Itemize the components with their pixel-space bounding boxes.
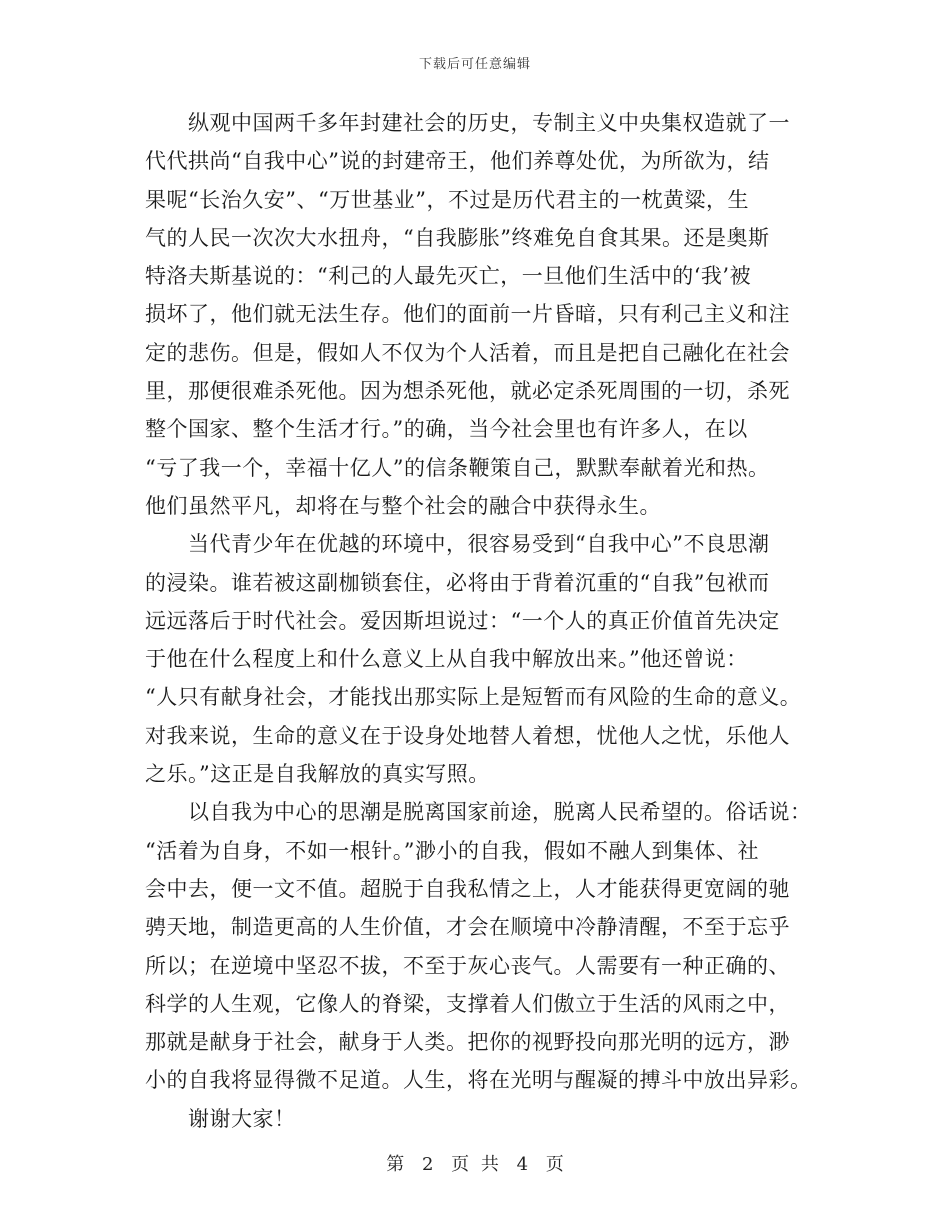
page-header-note: 下载后可任意编辑 — [418, 57, 531, 72]
paragraph-1-line-4: 气的人民一次次大水扭舟，“自我膨胀”终难免自食其果。还是奥斯 — [145, 225, 770, 250]
page-suffix: 页 — [545, 1154, 564, 1175]
paragraph-2-line-1: 当代青少年在优越的环境中，很容易受到“自我中心”不良思潮 — [188, 532, 770, 557]
paragraph-3-line-3: 会中去，便一文不值。超脱于自我私情之上，人才能获得更宽阔的驰 — [145, 876, 790, 901]
page-number-footer — [0, 1150, 950, 1176]
page-current: 2 — [421, 1154, 434, 1175]
page-mid: 页 共 — [451, 1154, 499, 1175]
paragraph-3-line-7: 那就是献身于社会，献身于人类。把你的视野投向那光明的远方，渺 — [145, 1030, 790, 1055]
paragraph-1-line-3: 果呢“长治久安”、“万世基业”，不过是历代君主的一枕黄粱，生 — [145, 187, 749, 212]
paragraph-3-line-6: 科学的人生观，它像人的脊梁，支撑着人们傲立于生活的风雨之中， — [145, 991, 790, 1016]
paragraph-1-line-2: 代代拱尚“自我中心”说的封建帝王，他们养尊处优，为所欲为，结 — [145, 149, 770, 174]
paragraph-3-line-5: 所以；在逆境中坚忍不拔，不至于灰心丧气。人需要有一种正确的、 — [145, 953, 790, 978]
paragraph-2-line-2: 的浸染。谁若被这副枷锁套住，必将由于背着沉重的“自我”包袱而 — [145, 570, 770, 595]
paragraph-3-line-8: 小的自我将显得微不足道。人生，将在光明与醒凝的搏斗中放出异彩。 — [145, 1068, 812, 1093]
paragraph-3-line-2: “活着为自身，不如一根针。”渺小的自我，假如不融人到集体、社 — [145, 838, 759, 863]
closing-line: 谢谢大家！ — [188, 1106, 296, 1131]
paragraph-1-line-6: 损坏了，他们就无法生存。他们的面前一片昏暗，只有利己主义和注 — [145, 302, 790, 327]
paragraph-1-line-8: 里，那便很难杀死他。因为想杀死他，就必定杀死周围的一切，杀死 — [145, 379, 790, 404]
paragraph-1-line-1: 纵观中国两千多年封建社会的历史，专制主义中央集权造就了一 — [188, 111, 790, 135]
paragraph-2-line-5: “人只有献身社会，才能找出那实际上是短暂而有风险的生命的意义。 — [145, 685, 802, 710]
paragraph-2-line-7: 之乐。”这正是自我解放的真实写照。 — [145, 762, 490, 787]
document-body — [145, 104, 813, 1138]
paragraph-2-line-3: 远远落后于时代社会。爱因斯坦说过：“一个人的真正价值首先决定 — [145, 608, 780, 633]
paragraph-1-line-10: “亏了我一个，幸福十亿人”的信条鞭策自己，默默奉献着光和热。 — [145, 455, 770, 480]
paragraph-1-line-5: 特洛夫斯基说的：“利己的人最先灭亡，一旦他们生活中的‘我’被 — [145, 264, 752, 289]
paragraph-2-line-4: 于他在什么程度上和什么意义上从自我中解放出来。”他还曾说： — [145, 647, 748, 672]
paragraph-1-line-11: 他们虽然平凡，却将在与整个社会的融合中获得永生。 — [145, 493, 661, 518]
page-total: 4 — [516, 1154, 529, 1175]
page-prefix: 第 — [386, 1154, 405, 1175]
paragraph-3-line-4: 骋天地，制造更高的人生价值，才会在顺境中冷静清醒，不至于忘乎 — [145, 915, 790, 940]
paragraph-1-line-7: 定的悲伤。但是，假如人不仅为个人活着，而且是把自己融化在社会 — [145, 340, 790, 365]
paragraph-3-line-1: 以自我为中心的思潮是脱离国家前途，脱离人民希望的。俗话说： — [188, 800, 812, 825]
paragraph-1-line-9: 整个国家、整个生活才行。”的确，当今社会里也有许多人，在以 — [145, 417, 748, 442]
paragraph-2-line-6: 对我来说，生命的意义在于设身处地替人着想，忧他人之忧，乐他人 — [145, 723, 790, 748]
